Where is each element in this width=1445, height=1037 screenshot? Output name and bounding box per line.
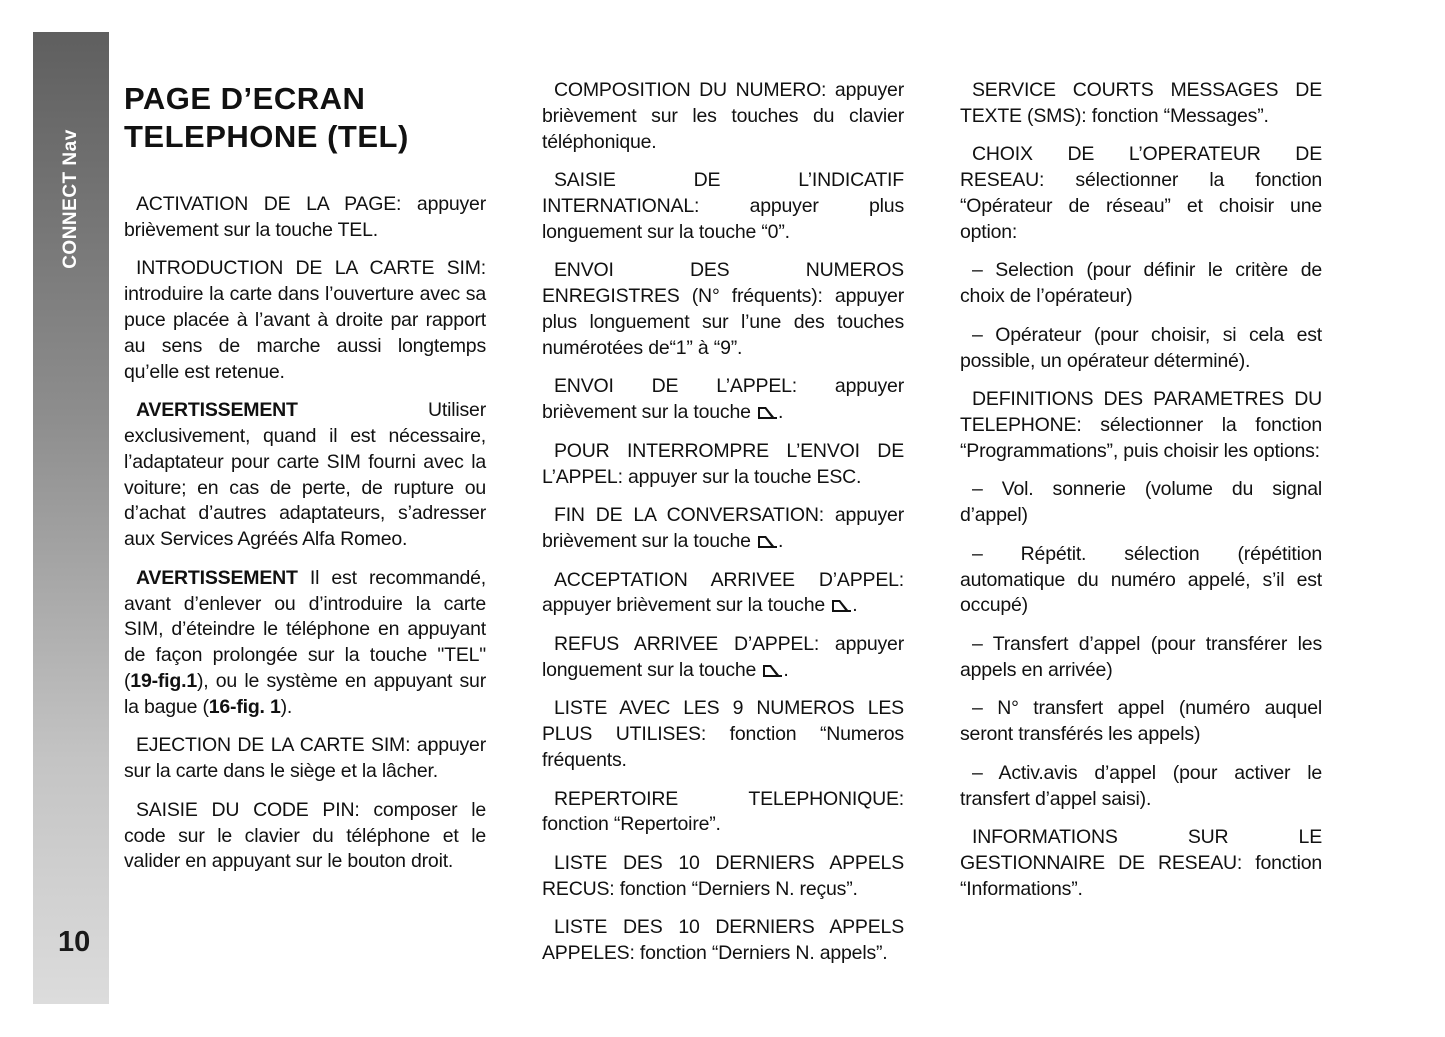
- option-call-transfer: – Transfert d’appel (pour transférer les appels en arrivée): [960, 632, 1322, 681]
- paragraph-accept-call: [542, 568, 904, 620]
- paragraph-text: ACCEPTATION ARRIVEE D’APPEL: appuyer brièvement sur la touche: [542, 568, 904, 617]
- paragraph-pin: SAISIE DU CODE PIN: composer le code sur le clavier du téléphone et le valider en appuyant sur le bouton droit.: [124, 798, 486, 873]
- paragraph-activation: ACTIVATION DE LA PAGE: appuyer brièvement sur la touche TEL.: [124, 193, 486, 241]
- warning-text: ).: [280, 695, 293, 718]
- page-number: 10: [58, 926, 91, 958]
- warning-text: Utiliser exclusivement, quand il est nécessaire, l’adaptateur pour carte SIM fourni avec la voiture; en cas de perte, de rupture ou d’achat d’autres adaptateurs, s’adresser aux Services Agréés Alfa Romeo.: [124, 399, 486, 551]
- paragraph-end-call: [542, 503, 904, 555]
- figure-reference: 19-fig.1: [130, 669, 197, 692]
- paragraph-frequent-numbers: LISTE AVEC LES 9 NUMEROS LES PLUS UTILISES: fonction “Numeros fréquents.: [542, 697, 904, 771]
- phone-handset-icon: [761, 662, 783, 679]
- paragraph-dialed-calls: LISTE DES 10 DERNIERS APPELS APPELES: fonction “Derniers N. appels”.: [542, 916, 904, 965]
- column-2: [542, 78, 904, 980]
- period: .: [777, 529, 784, 552]
- paragraph-network-operator: CHOIX DE L’OPERATEUR DE RESEAU: sélectionner la fonction “Opérateur de réseau” et choisir une option:: [960, 143, 1322, 243]
- option-operator: – Opérateur (pour choisir, si cela est possible, un opérateur déterminé).: [960, 323, 1322, 372]
- section-label-text: CONNECT Nav: [60, 129, 81, 269]
- paragraph-dialing: COMPOSITION DU NUMERO: appuyer brièvement sur les touches du clavier téléphonique.: [542, 79, 904, 153]
- period: .: [777, 401, 784, 424]
- option-selection: – Selection (pour définir le critère de choix de l’opérateur): [960, 259, 1322, 308]
- paragraph-network-info: INFORMATIONS SUR LE GESTIONNAIRE DE RESEAU: fonction “Informations”.: [960, 826, 1322, 900]
- side-tab: [33, 32, 109, 1004]
- option-ring-volume: – Vol. sonnerie (volume du signal d’appel): [960, 478, 1322, 527]
- phone-handset-icon: [830, 597, 852, 614]
- paragraph-sim-insert: INTRODUCTION DE LA CARTE SIM: introduire la carte dans l’ouverture avec sa puce placée à l’avant à droite par rapport au sens de marche aussi longtemps qu’elle est retenue.: [124, 257, 486, 383]
- section-label: [33, 114, 109, 284]
- paragraph-received-calls: LISTE DES 10 DERNIERS APPELS RECUS: fonction “Derniers N. reçus”.: [542, 851, 904, 900]
- option-transfer-number: – N° transfert appel (numéro auquel seront transférés les appels): [960, 697, 1322, 746]
- column-3: [960, 78, 1322, 915]
- phone-handset-icon: [756, 404, 778, 421]
- paragraph-send-call: [542, 374, 904, 426]
- paragraph-text: REFUS ARRIVEE D’APPEL: appuyer longuement sur la touche: [542, 632, 904, 681]
- warning-power-off: [124, 566, 486, 721]
- warning-text: ), ou le système en appuyant sur la bague (: [124, 669, 486, 718]
- warning-adapter: [124, 398, 486, 553]
- paragraph-phonebook: REPERTOIRE TELEPHONIQUE: fonction “Repertoire”.: [542, 787, 904, 836]
- title-line-1: PAGE D’ECRAN: [124, 81, 366, 116]
- page-title: [124, 80, 486, 156]
- paragraph-refuse-call: [542, 632, 904, 684]
- warning-text: Il est recommandé, avant d’enlever ou d’introduire la carte SIM, d’éteindre le téléphone en appuyant de façon prolongée sur la touche "TEL" (: [124, 566, 486, 692]
- column-1: [124, 80, 486, 888]
- paragraph-stored-numbers: ENVOI DES NUMEROS ENREGISTRES (N° fréquents): appuyer plus longuement sur l’une des touches numérotées de“1” à “9”.: [542, 259, 904, 359]
- paragraph-text: ENVOI DE L’APPEL: appuyer brièvement sur la touche: [542, 375, 904, 424]
- warning-label: AVERTISSEMENT: [136, 399, 298, 422]
- paragraph-sim-eject: EJECTION DE LA CARTE SIM: appuyer sur la carte dans le siège et la lâcher.: [124, 734, 486, 783]
- option-redial: – Répétit. sélection (répétition automatique du numéro appelé, s’il est occupé): [960, 542, 1322, 617]
- period: .: [852, 594, 858, 617]
- paragraph-intl-prefix: SAISIE DE L’INDICATIF INTERNATIONAL: appuyer plus longuement sur la touche “0”.: [542, 169, 904, 243]
- phone-handset-icon: [756, 533, 778, 550]
- paragraph-interrupt-call: POUR INTERROMPRE L’ENVOI DE L’APPEL: appuyer sur la touche ESC.: [542, 439, 904, 488]
- figure-reference: 16-fig. 1: [208, 695, 281, 718]
- period: .: [783, 658, 789, 681]
- warning-label: AVERTISSEMENT: [136, 566, 298, 589]
- paragraph-phone-settings: DEFINITIONS DES PARAMETRES DU TELEPHONE: sélectionner la fonction “Programmations”, puis choisir les options:: [960, 388, 1322, 462]
- title-line-2: TELEPHONE (TEL): [124, 119, 409, 154]
- option-call-notice: – Activ.avis d’appel (pour activer le transfert d’appel saisi).: [960, 761, 1322, 810]
- paragraph-sms: SERVICE COURTS MESSAGES DE TEXTE (SMS): fonction “Messages”.: [960, 79, 1322, 127]
- paragraph-text: FIN DE LA CONVERSATION: appuyer brièvement sur la touche: [542, 504, 904, 552]
